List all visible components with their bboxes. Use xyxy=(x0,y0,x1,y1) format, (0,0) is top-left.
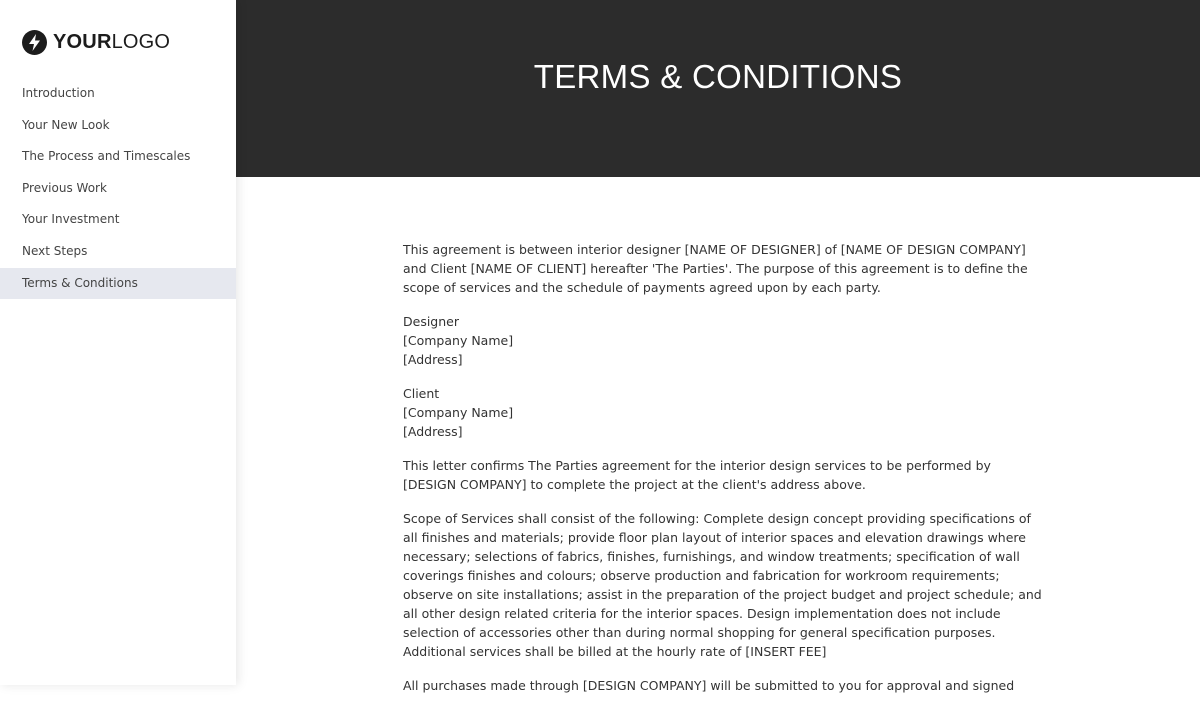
logo[interactable] xyxy=(22,30,170,55)
sidebar-item-your-new-look[interactable]: Your New Look xyxy=(22,117,110,132)
sidebar xyxy=(0,0,236,685)
sidebar-item-process-and-timescales[interactable]: The Process and Timescales xyxy=(22,149,191,164)
scope-paragraph: Scope of Services shall consist of the following: Complete design concept providing specifications of all finishes and materials; provide floor plan layout of interior spaces and elevation drawings where necessary; selections of fabrics, finishes, furnishings, and window treatments; specification of wall coverings finishes and colours; observe production and fabrication for workroom requirements; observe on site installations; assist in the preparation of the project budget and project schedule; and all other design related criteria for the interior spaces. Design implementation does not include selection of accessories other than during normal shopping for general specification purposes. Additional services shall be billed at the hourly rate of [INSERT FEE] xyxy=(403,511,1042,659)
client-company: [Company Name] xyxy=(403,405,514,420)
lightning-bolt-icon xyxy=(22,30,47,55)
sidebar-item-introduction[interactable]: Introduction xyxy=(22,86,95,100)
page-header xyxy=(236,0,1200,177)
terms-content xyxy=(403,240,1043,710)
sidebar-item-previous-work[interactable]: Previous Work xyxy=(22,180,107,195)
client-heading: Client xyxy=(403,386,440,401)
client-address: [Address] xyxy=(403,424,463,439)
sidebar-item-your-investment[interactable]: Your Investment xyxy=(22,212,120,227)
purchases-paragraph: All purchases made through [DESIGN COMPANY] will be submitted to you for approval and signed xyxy=(403,678,1015,693)
page-title: TERMS & CONDITIONS xyxy=(533,58,903,95)
designer-address: [Address] xyxy=(403,352,463,367)
logo-text xyxy=(53,31,170,54)
logo-text-bold: YOUR xyxy=(53,31,112,53)
sidebar-item-next-steps[interactable]: Next Steps xyxy=(22,243,88,258)
designer-heading: Designer xyxy=(403,314,459,329)
sidebar-item-terms-and-conditions[interactable]: Terms & Conditions xyxy=(0,268,236,300)
intro-paragraph: This agreement is between interior designer [NAME OF DESIGNER] of [NAME OF DESIGN COMPANY] and Client [NAME OF CLIENT] hereafter 'The Parties'. The purpose of this agreement is to define the scope of services and the schedule of payments agreed upon by each party. xyxy=(403,242,1028,295)
sidebar-nav xyxy=(0,78,236,299)
logo-text-light: LOGO xyxy=(111,31,171,53)
client-block xyxy=(403,384,1043,441)
designer-company: [Company Name] xyxy=(403,333,514,348)
designer-block xyxy=(403,312,1043,369)
confirmation-paragraph: This letter confirms The Parties agreement for the interior design services to be performed by [DESIGN COMPANY] to complete the project at the client's address above. xyxy=(403,458,991,492)
